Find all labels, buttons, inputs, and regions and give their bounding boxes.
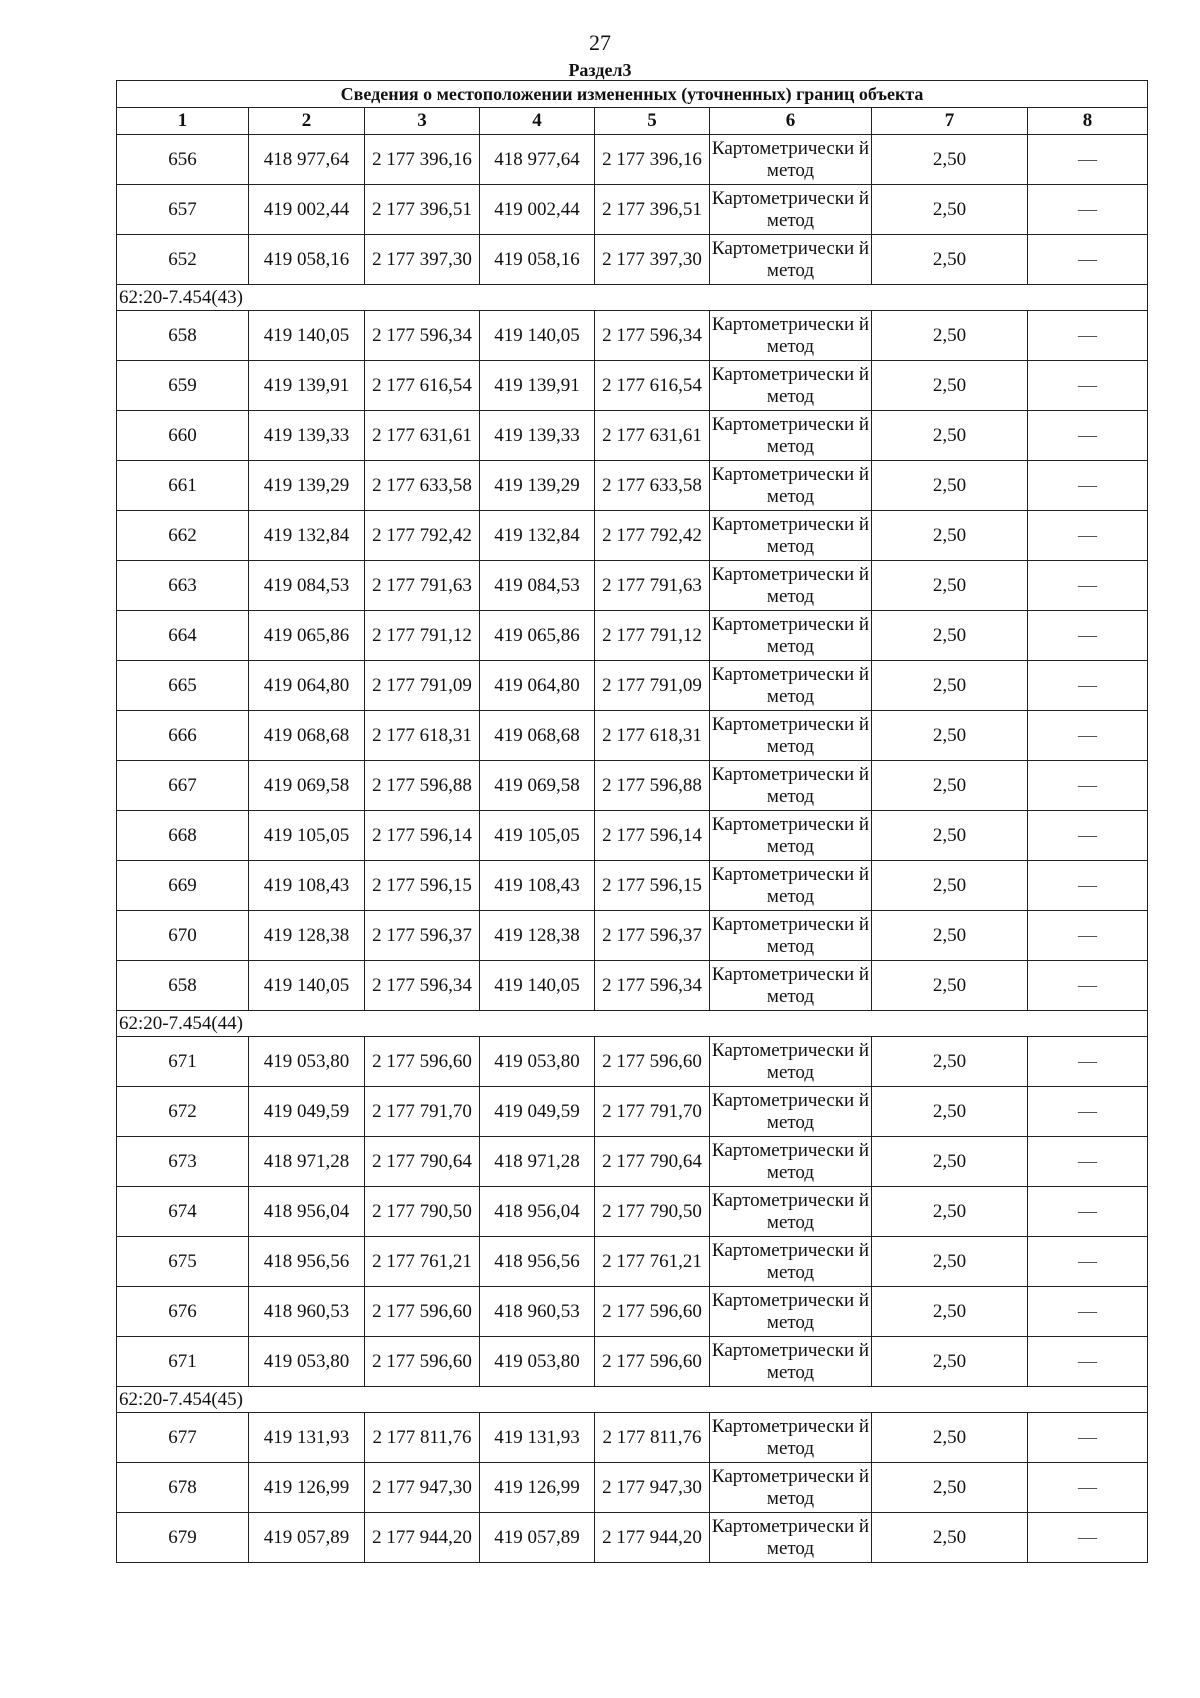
cell-x-new: 419 058,16	[480, 235, 595, 285]
cell-x-existing: 418 960,53	[249, 1287, 365, 1337]
cell-x-existing: 419 069,58	[249, 761, 365, 811]
cell-x-existing: 419 065,86	[249, 611, 365, 661]
cell-y-existing: 2 177 811,76	[365, 1413, 480, 1463]
cell-method: Картометрически й метод	[710, 1237, 872, 1287]
cell-point-number: 666	[117, 711, 249, 761]
cell-y-existing: 2 177 791,63	[365, 561, 480, 611]
cell-point-number: 661	[117, 461, 249, 511]
cell-y-existing: 2 177 947,30	[365, 1463, 480, 1513]
cell-method: Картометрически й метод	[710, 1137, 872, 1187]
cell-accuracy: 2,50	[872, 135, 1028, 185]
table-body	[117, 81, 1148, 1563]
cell-point-number: 671	[117, 1337, 249, 1387]
cell-point-number: 665	[117, 661, 249, 711]
cell-y-existing: 2 177 790,64	[365, 1137, 480, 1187]
cell-method: Картометрически й метод	[710, 311, 872, 361]
cell-point-number: 660	[117, 411, 249, 461]
cell-method: Картометрически й метод	[710, 1463, 872, 1513]
cell-y-existing: 2 177 761,21	[365, 1237, 480, 1287]
cell-y-existing: 2 177 596,37	[365, 911, 480, 961]
cell-x-new: 419 139,29	[480, 461, 595, 511]
cell-note: —	[1028, 1463, 1148, 1513]
cell-y-new: 2 177 631,61	[595, 411, 710, 461]
cell-y-new: 2 177 596,60	[595, 1287, 710, 1337]
cell-point-number: 658	[117, 961, 249, 1011]
cell-point-number: 668	[117, 811, 249, 861]
cell-y-new: 2 177 596,60	[595, 1337, 710, 1387]
cell-accuracy: 2,50	[872, 311, 1028, 361]
cell-y-new: 2 177 596,15	[595, 861, 710, 911]
cell-x-existing: 419 058,16	[249, 235, 365, 285]
table-row	[117, 235, 1148, 285]
cell-y-new: 2 177 396,16	[595, 135, 710, 185]
cell-accuracy: 2,50	[872, 1087, 1028, 1137]
cell-y-existing: 2 177 616,54	[365, 361, 480, 411]
cell-accuracy: 2,50	[872, 411, 1028, 461]
table-row	[117, 561, 1148, 611]
cell-method: Картометрически й метод	[710, 811, 872, 861]
cell-point-number: 674	[117, 1187, 249, 1237]
cell-note: —	[1028, 811, 1148, 861]
cell-accuracy: 2,50	[872, 1463, 1028, 1513]
cell-point-number: 676	[117, 1287, 249, 1337]
cell-accuracy: 2,50	[872, 1287, 1028, 1337]
cell-note: —	[1028, 361, 1148, 411]
cell-note: —	[1028, 1137, 1148, 1187]
cell-accuracy: 2,50	[872, 361, 1028, 411]
table-row	[117, 1413, 1148, 1463]
cell-x-existing: 419 057,89	[249, 1513, 365, 1563]
cell-method: Картометрически й метод	[710, 235, 872, 285]
cell-x-existing: 419 140,05	[249, 961, 365, 1011]
cell-x-new: 418 977,64	[480, 135, 595, 185]
cell-y-existing: 2 177 596,60	[365, 1287, 480, 1337]
cell-x-existing: 419 140,05	[249, 311, 365, 361]
cell-x-existing: 419 131,93	[249, 1413, 365, 1463]
cell-x-new: 419 068,68	[480, 711, 595, 761]
cell-y-new: 2 177 396,51	[595, 185, 710, 235]
cell-accuracy: 2,50	[872, 761, 1028, 811]
table-row	[117, 611, 1148, 661]
cell-method: Картометрически й метод	[710, 461, 872, 511]
cell-x-new: 419 108,43	[480, 861, 595, 911]
cell-note: —	[1028, 1287, 1148, 1337]
cell-x-existing: 418 977,64	[249, 135, 365, 185]
cell-y-new: 2 177 596,37	[595, 911, 710, 961]
table-row	[117, 1087, 1148, 1137]
cell-point-number: 662	[117, 511, 249, 561]
table-header-row	[117, 108, 1148, 135]
cell-note: —	[1028, 861, 1148, 911]
cell-x-new: 419 084,53	[480, 561, 595, 611]
cell-y-existing: 2 177 944,20	[365, 1513, 480, 1563]
group-row	[117, 1387, 1148, 1413]
cell-method: Картометрически й метод	[710, 961, 872, 1011]
cell-note: —	[1028, 1087, 1148, 1137]
table-row	[117, 1237, 1148, 1287]
cell-x-new: 418 960,53	[480, 1287, 595, 1337]
cell-accuracy: 2,50	[872, 511, 1028, 561]
cell-note: —	[1028, 711, 1148, 761]
cell-note: —	[1028, 185, 1148, 235]
cell-x-existing: 419 139,29	[249, 461, 365, 511]
cell-y-new: 2 177 944,20	[595, 1513, 710, 1563]
cell-x-new: 419 140,05	[480, 961, 595, 1011]
cell-point-number: 663	[117, 561, 249, 611]
cell-note: —	[1028, 511, 1148, 561]
cell-note: —	[1028, 311, 1148, 361]
cell-y-existing: 2 177 596,60	[365, 1037, 480, 1087]
cell-method: Картометрически й метод	[710, 511, 872, 561]
cell-method: Картометрически й метод	[710, 1087, 872, 1137]
group-row	[117, 285, 1148, 311]
cell-accuracy: 2,50	[872, 1237, 1028, 1287]
cell-method: Картометрически й метод	[710, 135, 872, 185]
cell-accuracy: 2,50	[872, 961, 1028, 1011]
cell-x-existing: 419 139,33	[249, 411, 365, 461]
cell-y-new: 2 177 618,31	[595, 711, 710, 761]
cell-x-new: 419 065,86	[480, 611, 595, 661]
cell-accuracy: 2,50	[872, 811, 1028, 861]
table-row	[117, 411, 1148, 461]
table-row	[117, 311, 1148, 361]
cell-note: —	[1028, 1237, 1148, 1287]
cell-accuracy: 2,50	[872, 1413, 1028, 1463]
cell-x-new: 418 956,56	[480, 1237, 595, 1287]
cell-accuracy: 2,50	[872, 661, 1028, 711]
cell-y-existing: 2 177 596,34	[365, 961, 480, 1011]
cell-y-existing: 2 177 396,51	[365, 185, 480, 235]
cell-x-new: 419 049,59	[480, 1087, 595, 1137]
cell-x-new: 419 140,05	[480, 311, 595, 361]
cell-y-new: 2 177 397,30	[595, 235, 710, 285]
cell-point-number: 670	[117, 911, 249, 961]
cell-x-existing: 419 049,59	[249, 1087, 365, 1137]
cell-note: —	[1028, 761, 1148, 811]
cell-y-new: 2 177 790,64	[595, 1137, 710, 1187]
cell-y-existing: 2 177 633,58	[365, 461, 480, 511]
cell-y-new: 2 177 792,42	[595, 511, 710, 561]
cell-x-new: 419 139,33	[480, 411, 595, 461]
cell-point-number: 656	[117, 135, 249, 185]
cell-point-number: 678	[117, 1463, 249, 1513]
column-header-7: 7	[872, 108, 1028, 135]
cell-x-new: 418 956,04	[480, 1187, 595, 1237]
cell-note: —	[1028, 561, 1148, 611]
cell-x-existing: 419 132,84	[249, 511, 365, 561]
cell-x-new: 419 002,44	[480, 185, 595, 235]
cell-y-existing: 2 177 791,70	[365, 1087, 480, 1137]
cell-point-number: 659	[117, 361, 249, 411]
cell-y-new: 2 177 596,60	[595, 1037, 710, 1087]
cell-y-new: 2 177 791,12	[595, 611, 710, 661]
cell-accuracy: 2,50	[872, 1337, 1028, 1387]
cell-y-existing: 2 177 596,15	[365, 861, 480, 911]
table-row	[117, 1187, 1148, 1237]
cell-point-number: 658	[117, 311, 249, 361]
cell-note: —	[1028, 1037, 1148, 1087]
cell-accuracy: 2,50	[872, 1187, 1028, 1237]
cell-point-number: 657	[117, 185, 249, 235]
table-caption: Сведения о местоположении измененных (уточненных) границ объекта	[117, 81, 1148, 108]
cell-note: —	[1028, 1187, 1148, 1237]
cell-y-new: 2 177 811,76	[595, 1413, 710, 1463]
table-row	[117, 861, 1148, 911]
table-row	[117, 961, 1148, 1011]
cell-method: Картометрически й метод	[710, 411, 872, 461]
cell-y-existing: 2 177 596,34	[365, 311, 480, 361]
column-header-6: 6	[710, 108, 872, 135]
cell-x-existing: 419 105,05	[249, 811, 365, 861]
cell-method: Картометрически й метод	[710, 185, 872, 235]
cell-x-existing: 418 956,04	[249, 1187, 365, 1237]
cell-y-existing: 2 177 596,88	[365, 761, 480, 811]
cell-x-new: 419 064,80	[480, 661, 595, 711]
column-header-1: 1	[117, 108, 249, 135]
cell-method: Картометрически й метод	[710, 561, 872, 611]
cell-x-new: 419 057,89	[480, 1513, 595, 1563]
cell-note: —	[1028, 661, 1148, 711]
table-row	[117, 811, 1148, 861]
cell-y-new: 2 177 596,34	[595, 311, 710, 361]
cell-note: —	[1028, 411, 1148, 461]
cell-method: Картометрически й метод	[710, 1287, 872, 1337]
group-label: 62:20-7.454(43)	[117, 285, 1148, 311]
cell-method: Картометрически й метод	[710, 661, 872, 711]
cell-method: Картометрически й метод	[710, 1337, 872, 1387]
cell-note: —	[1028, 135, 1148, 185]
cell-x-new: 418 971,28	[480, 1137, 595, 1187]
cell-method: Картометрически й метод	[710, 1513, 872, 1563]
cell-point-number: 652	[117, 235, 249, 285]
cell-x-new: 419 131,93	[480, 1413, 595, 1463]
cell-y-new: 2 177 791,09	[595, 661, 710, 711]
cell-method: Картометрически й метод	[710, 1037, 872, 1087]
cell-x-existing: 419 126,99	[249, 1463, 365, 1513]
cell-x-new: 419 139,91	[480, 361, 595, 411]
cell-y-new: 2 177 791,70	[595, 1087, 710, 1137]
cell-accuracy: 2,50	[872, 1037, 1028, 1087]
boundary-coordinates-table	[116, 80, 1148, 1563]
table-row	[117, 1137, 1148, 1187]
table-row	[117, 461, 1148, 511]
cell-x-new: 419 069,58	[480, 761, 595, 811]
cell-y-existing: 2 177 396,16	[365, 135, 480, 185]
cell-accuracy: 2,50	[872, 1513, 1028, 1563]
page-number: 27	[589, 30, 611, 55]
cell-accuracy: 2,50	[872, 1137, 1028, 1187]
cell-note: —	[1028, 1413, 1148, 1463]
cell-point-number: 669	[117, 861, 249, 911]
column-header-4: 4	[480, 108, 595, 135]
cell-x-existing: 418 971,28	[249, 1137, 365, 1187]
cell-y-new: 2 177 791,63	[595, 561, 710, 611]
table-row	[117, 1287, 1148, 1337]
cell-x-new: 419 053,80	[480, 1337, 595, 1387]
cell-y-existing: 2 177 397,30	[365, 235, 480, 285]
cell-x-existing: 419 053,80	[249, 1037, 365, 1087]
section-title: Раздел3	[568, 60, 632, 80]
cell-y-new: 2 177 790,50	[595, 1187, 710, 1237]
cell-point-number: 673	[117, 1137, 249, 1187]
cell-x-existing: 419 084,53	[249, 561, 365, 611]
cell-note: —	[1028, 235, 1148, 285]
table-row	[117, 1337, 1148, 1387]
cell-y-existing: 2 177 790,50	[365, 1187, 480, 1237]
cell-method: Картометрически й метод	[710, 1413, 872, 1463]
table-row	[117, 761, 1148, 811]
cell-note: —	[1028, 1337, 1148, 1387]
cell-y-new: 2 177 596,14	[595, 811, 710, 861]
cell-point-number: 677	[117, 1413, 249, 1463]
group-label: 62:20-7.454(44)	[117, 1011, 1148, 1037]
cell-y-new: 2 177 596,34	[595, 961, 710, 1011]
cell-note: —	[1028, 911, 1148, 961]
cell-x-new: 419 053,80	[480, 1037, 595, 1087]
table-row	[117, 1463, 1148, 1513]
cell-point-number: 667	[117, 761, 249, 811]
cell-y-existing: 2 177 791,12	[365, 611, 480, 661]
cell-accuracy: 2,50	[872, 235, 1028, 285]
cell-method: Картометрически й метод	[710, 361, 872, 411]
cell-y-existing: 2 177 618,31	[365, 711, 480, 761]
cell-accuracy: 2,50	[872, 185, 1028, 235]
cell-accuracy: 2,50	[872, 861, 1028, 911]
cell-y-existing: 2 177 792,42	[365, 511, 480, 561]
cell-accuracy: 2,50	[872, 711, 1028, 761]
cell-note: —	[1028, 611, 1148, 661]
cell-y-new: 2 177 596,88	[595, 761, 710, 811]
cell-point-number: 664	[117, 611, 249, 661]
cell-y-new: 2 177 761,21	[595, 1237, 710, 1287]
table-row	[117, 1037, 1148, 1087]
cell-point-number: 671	[117, 1037, 249, 1087]
cell-x-existing: 419 068,68	[249, 711, 365, 761]
cell-x-new: 419 105,05	[480, 811, 595, 861]
table-row	[117, 711, 1148, 761]
cell-method: Картометрически й метод	[710, 761, 872, 811]
column-header-5: 5	[595, 108, 710, 135]
cell-x-existing: 419 108,43	[249, 861, 365, 911]
cell-method: Картометрически й метод	[710, 861, 872, 911]
cell-accuracy: 2,50	[872, 561, 1028, 611]
table-row	[117, 185, 1148, 235]
cell-point-number: 672	[117, 1087, 249, 1137]
cell-accuracy: 2,50	[872, 611, 1028, 661]
cell-method: Картометрически й метод	[710, 611, 872, 661]
cell-point-number: 675	[117, 1237, 249, 1287]
group-label: 62:20-7.454(45)	[117, 1387, 1148, 1413]
cell-note: —	[1028, 461, 1148, 511]
cell-y-existing: 2 177 791,09	[365, 661, 480, 711]
cell-method: Картометрически й метод	[710, 1187, 872, 1237]
cell-method: Картометрически й метод	[710, 911, 872, 961]
column-header-2: 2	[249, 108, 365, 135]
cell-accuracy: 2,50	[872, 461, 1028, 511]
cell-x-new: 419 126,99	[480, 1463, 595, 1513]
table-row	[117, 1513, 1148, 1563]
cell-y-existing: 2 177 596,14	[365, 811, 480, 861]
column-header-8: 8	[1028, 108, 1148, 135]
cell-x-new: 419 132,84	[480, 511, 595, 561]
cell-x-existing: 419 064,80	[249, 661, 365, 711]
table-row	[117, 135, 1148, 185]
cell-y-new: 2 177 633,58	[595, 461, 710, 511]
cell-y-existing: 2 177 631,61	[365, 411, 480, 461]
cell-accuracy: 2,50	[872, 911, 1028, 961]
cell-note: —	[1028, 1513, 1148, 1563]
cell-y-new: 2 177 947,30	[595, 1463, 710, 1513]
cell-x-new: 419 128,38	[480, 911, 595, 961]
table-row	[117, 911, 1148, 961]
column-header-3: 3	[365, 108, 480, 135]
cell-y-existing: 2 177 596,60	[365, 1337, 480, 1387]
group-row	[117, 1011, 1148, 1037]
table-row	[117, 511, 1148, 561]
cell-note: —	[1028, 961, 1148, 1011]
cell-method: Картометрически й метод	[710, 711, 872, 761]
cell-point-number: 679	[117, 1513, 249, 1563]
table-caption-row	[117, 81, 1148, 108]
cell-x-existing: 419 128,38	[249, 911, 365, 961]
table-row	[117, 361, 1148, 411]
table-row	[117, 661, 1148, 711]
cell-x-existing: 418 956,56	[249, 1237, 365, 1287]
cell-x-existing: 419 053,80	[249, 1337, 365, 1387]
cell-x-existing: 419 002,44	[249, 185, 365, 235]
cell-y-new: 2 177 616,54	[595, 361, 710, 411]
cell-x-existing: 419 139,91	[249, 361, 365, 411]
